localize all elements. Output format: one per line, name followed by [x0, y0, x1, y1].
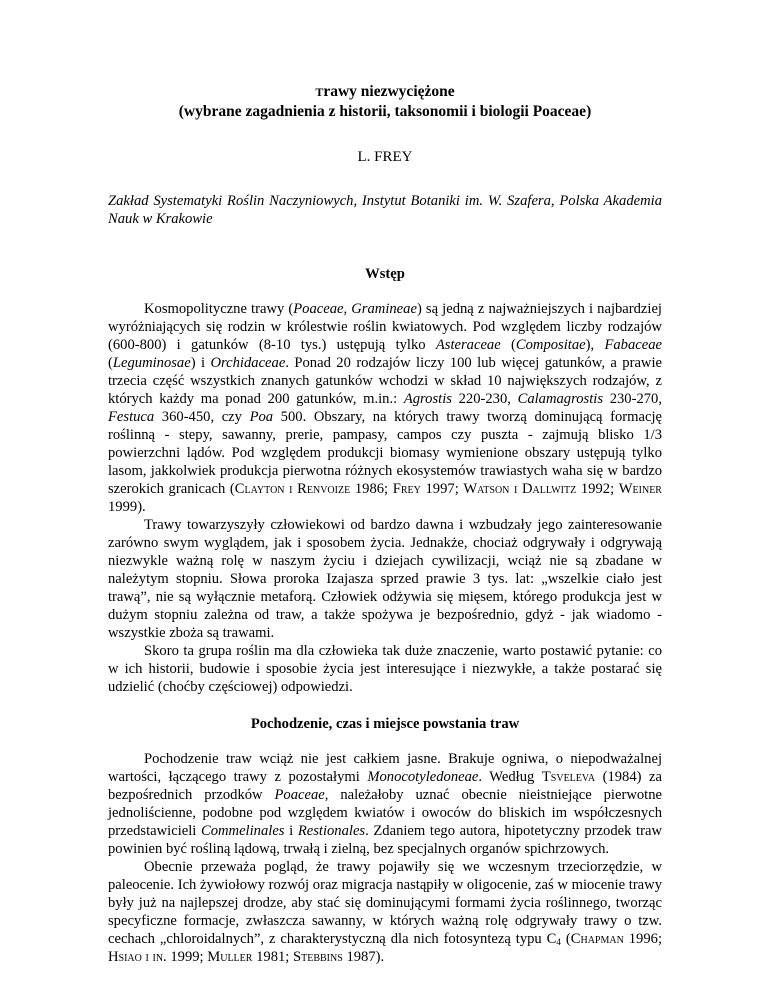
citation-author: Clayton i Renvoize: [234, 481, 351, 497]
paragraph: [108, 516, 662, 642]
taxon-name: Poaceae: [274, 787, 325, 803]
text-run: (1984) za bezpośrednich przodków: [108, 769, 662, 803]
text-run: Skoro ta grupa roślin ma dla człowieka tak duże znaczenie, warto postawić pytanie: co w ich historii, budowie i sposobie życia jest interesujące i niezwykłe, a także postarać się udzielić (choćby częściowej) odpowiedzi.: [108, 643, 662, 695]
title-initial: T: [315, 85, 324, 99]
text-run: i: [284, 823, 298, 839]
text-run: . Według: [478, 769, 542, 785]
text-run: 220-230,: [451, 391, 518, 407]
paragraph: [108, 300, 662, 516]
taxon-name: Calamagrostis: [517, 391, 604, 407]
paragraph: [108, 642, 662, 696]
section-heading-introduction: Wstęp: [365, 266, 405, 282]
taxon-name: Orchidaceae: [210, 355, 286, 371]
text-run: 230-270,: [603, 391, 662, 407]
text-run: ),: [585, 337, 605, 353]
text-run: ) i: [190, 355, 211, 371]
title-main: rawy niezwyciężone: [323, 83, 455, 100]
author-initial: L. F: [357, 149, 383, 165]
document-content: [108, 82, 662, 966]
text-run: 1996;: [623, 931, 663, 947]
author-name: [108, 148, 662, 166]
title-line-1: [108, 82, 662, 102]
author-affiliation: Zakład Systematyki Roślin Naczyniowych, Instytut Botaniki im. W. Szafera, Polska Akademia Nauk w Krakowie: [108, 193, 662, 227]
text-run: 360-450, czy: [154, 409, 250, 425]
citation-author: Stebbins: [293, 949, 343, 965]
text-run: Trawy towarzyszyły człowiekowi od bardzo dawna i wzbudzały jego zainteresowanie zarówno swym wyglądem, jak i sposobem życia. Jednakże, chociaż odgrywały i odgrywają niezwykle ważną rolę w naszym życiu i dziejach cywilizacji, wciąż nie są zbadane w należytym stopniu. Słowa proroka Izajasza sprzed prawie 3 tys. lat: „wszelkie ciało jest trawą”, nie są wyłącznie metaforą. Człowiek odżywia się mięsem, którego produkcja jest w dużym stopniu zależna od traw, a także spożywa je bezpośrednio, gdyż - jak wiadomo - wszystkie zboża są trawami.: [108, 517, 662, 641]
text-run: 1986;: [350, 481, 393, 497]
taxon-name: Fabaceae: [604, 337, 662, 353]
author-surname: REY: [382, 149, 413, 165]
taxon-name: Leguminosae: [112, 355, 191, 371]
taxon-name: Festuca: [108, 409, 155, 425]
text-run: 1981;: [252, 949, 293, 965]
citation-author: Chapman: [570, 931, 624, 947]
text-run: Pochodzenie traw wciąż nie jest całkiem jasne. Brakuje ogniwa, o niepodważalnej wartości, łączącego trawy z pozostałymi: [108, 751, 662, 785]
taxon-name: Monocotyledoneae: [367, 769, 479, 785]
taxon-name: Poaceae: [293, 301, 344, 317]
text-run: ) są jedną z najważniejszych i najbardziej wyróżniających się rodzin w królestwie roślin kwiatowych. Pod względem liczby rodzajów (600-800) i gatunków (8-10 tys.) ustępują tylko: [108, 301, 662, 353]
citation-author: Muller: [207, 949, 253, 965]
text-run: (: [500, 337, 516, 353]
citation-author: Tsveleva: [541, 769, 596, 785]
citation-author: Frey: [392, 481, 421, 497]
text-run: 1987).: [342, 949, 385, 965]
text-run: (: [560, 931, 571, 947]
text-run: Obecnie przeważa pogląd, że trawy pojawiły się we wczesnym trzeciorzędzie, w paleocenie. Ich żywiołowy rozwój oraz migracja nastąpiły w oligocenie, zaś w miocenie trawy były już na najlepszej drodze, aby stać się dominującymi formami życia roślinnego, tworząc specyficzne formacje, zwłaszcza sawanny, w których ważną rolę odgrywały trawy o tzw. cechach „chloroidalnych”, z charakterystyczną dla nich fotosyntezą typu C: [108, 859, 662, 947]
taxon-name: Gramineae: [351, 301, 417, 317]
text-run: 1997;: [420, 481, 464, 497]
paragraph: [108, 750, 662, 858]
text-run: . Ponad 20 rodzajów liczy 100 lub więcej gatunków, a prawie trzecia część wszystkich znanych gatunków wchodzi w skład 10 największych rodzajów, z których każdy ma ponad 200 gatunków, m.in.:: [108, 355, 662, 407]
taxon-name: Commelinales: [200, 823, 285, 839]
citation-author: Hsiao i in.: [108, 949, 167, 965]
taxon-name: Agrostis: [403, 391, 452, 407]
document-title: [108, 82, 662, 121]
text-run: (: [108, 355, 113, 371]
text-run: 1992;: [576, 481, 619, 497]
citation-author: Watson i Dallwitz: [463, 481, 577, 497]
section-heading-origin: Pochodzenie, czas i miejsce powstania traw: [250, 716, 520, 732]
text-run: , należałoby uznać obecnie nieistniejące pierwotne jednoliścienne, podobne pod względem kwiatów i owoców do bliskich im współczesnych przedstawicieli: [108, 787, 662, 839]
paragraph: [108, 858, 662, 966]
taxon-name: Poa: [249, 409, 274, 425]
taxon-name: Compositae: [515, 337, 586, 353]
citation-author: Weiner: [618, 481, 662, 497]
title-line-2: (wybrane zagadnienia z historii, taksonomii i biologii Poaceae): [178, 103, 592, 120]
text-run: 500. Obszary, na których trawy tworzą dominującą formację roślinną - stepy, sawanny, prerie, pampasy, campos czy puszta - zajmują blisko 1/3 powierzchni lądów. Pod względem produkcji biomasy wymienione obszary ustępują tylko lasom, jakkolwiek produkcja pierwotna różnych ekosystemów trawiastych waha się w bardzo szerokich granicach (: [108, 409, 662, 497]
text-run: ,: [343, 301, 352, 317]
subscript: 4: [556, 937, 561, 947]
taxon-name: Restionales: [297, 823, 366, 839]
text-run: . Zdaniem tego autora, hipotetyczny przodek traw powinien być rośliną lądową, trwałą i zielną, bez specjalnych organów spichrzowych.: [108, 823, 662, 857]
text-run: 1999).: [108, 499, 146, 515]
taxon-name: Asteraceae: [435, 337, 501, 353]
text-run: 1999;: [166, 949, 208, 965]
text-run: Kosmopolityczne trawy (: [144, 301, 294, 317]
